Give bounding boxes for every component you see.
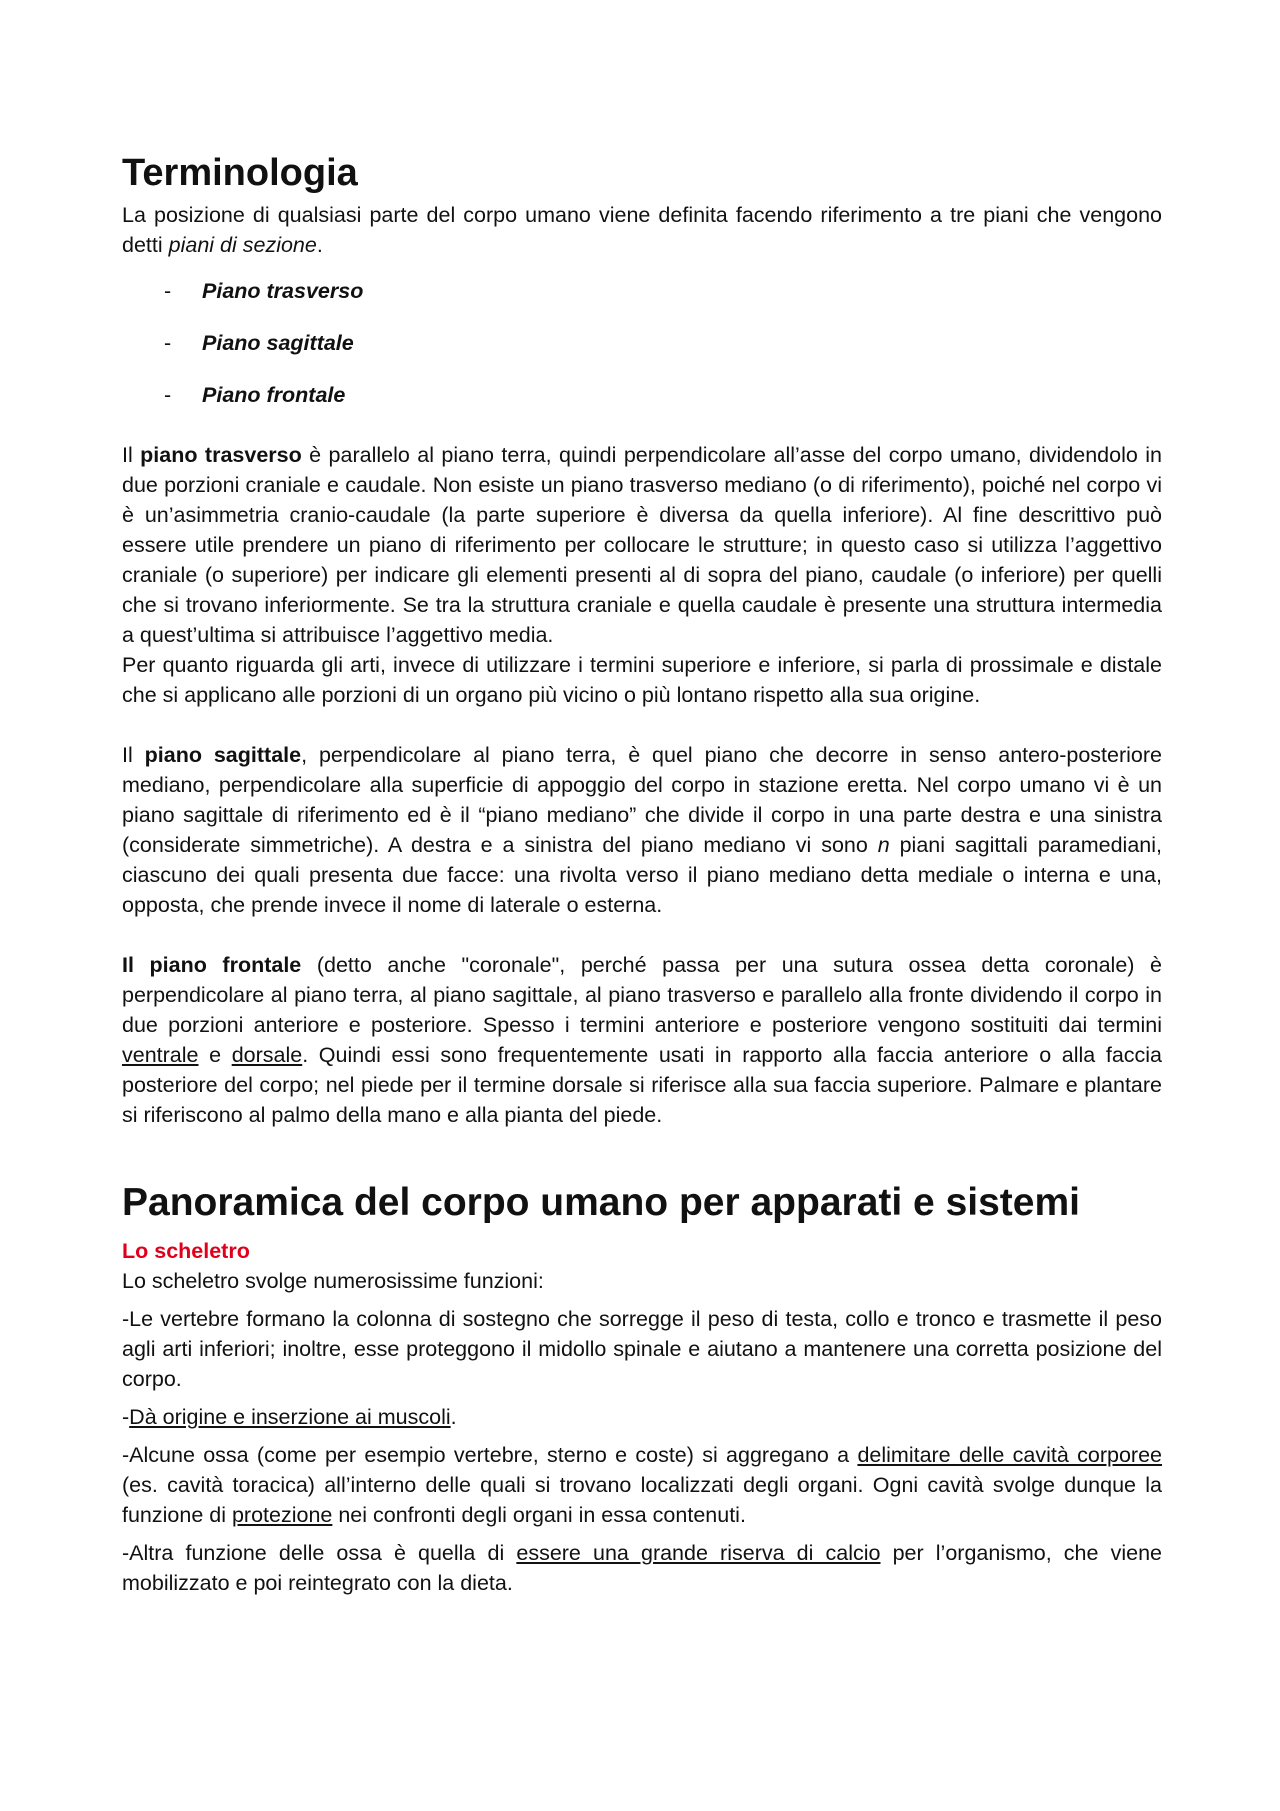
scheletro-intro: Lo scheletro svolge numerosissime funzioni:	[122, 1269, 544, 1293]
scheletro-bullet-calcio: -Altra funzione delle ossa è quella di essere una grande riserva di calcio per l’organismo, che viene mobilizzato e poi reintegrato con la dieta.	[122, 1541, 1162, 1595]
paragraph-arti: Per quanto riguarda gli arti, invece di utilizzare i termini superiore e inferiore, si parla di prossimale e distale che si applicano alle porzioni di un organo più vicino o più lontano rispetto alla sua origine.	[122, 653, 1162, 707]
planes-list	[122, 276, 1162, 424]
scheletro-bullet-cavita: -Alcune ossa (come per esempio vertebre, sterno e coste) si aggregano a delimitare delle cavità corporee (es. cavità toracica) all’interno delle quali si trovano localizzati degli organi. Ogni cavità svolge dunque la funzione di protezione nei confronti degli organi in essa contenuti.	[122, 1443, 1162, 1527]
list-item: - Piano trasverso	[164, 279, 364, 303]
subtitle-scheletro: Lo scheletro	[122, 1239, 250, 1263]
list-item: - Piano sagittale	[164, 331, 354, 355]
scheletro-bullet-vertebre: -Le vertebre formano la colonna di sostegno che sorregge il peso di testa, collo e tronco e trasmette il peso agli arti inferiori; inoltre, esse proteggono il midollo spinale e aiutano a mantenere una corretta posizione del corpo.	[122, 1307, 1162, 1391]
intro-paragraph: La posizione di qualsiasi parte del corpo umano viene definita facendo riferimento a tre piani che vengono detti piani di sezione.	[122, 203, 1162, 257]
paragraph-piano-frontale: Il piano frontale (detto anche "coronale", perché passa per una sutura ossea detta coronale) è perpendicolare al piano terra, al piano sagittale, al piano trasverso e parallelo alla fronte dividendo il corpo in due porzioni anteriore e posteriore. Spesso i termini anteriore e posteriore vengono sostituiti dai termini ventrale e dorsale. Quindi essi sono frequentemente usati in rapporto alla faccia anteriore o alla faccia posteriore del corpo; nel piede per il termine dorsale si riferisce alla sua faccia superiore. Palmare e plantare si riferiscono al palmo della mano e alla pianta del piede.	[122, 953, 1163, 1127]
document-page	[122, 150, 1162, 1598]
section-title-terminologia: Terminologia	[122, 152, 358, 194]
paragraph-piano-sagittale: Il piano sagittale, perpendicolare al piano terra, è quel piano che decorre in senso antero-posteriore mediano, perpendicolare alla superficie di appoggio del corpo in stazione eretta. Nel corpo umano vi è un piano sagittale di riferimento ed è il “piano mediano” che divide il corpo in una parte destra e una sinistra (considerate simmetriche). A destra e a sinistra del piano mediano vi sono n piani sagittali paramediani, ciascuno dei quali presenta due facce: una rivolta verso il piano mediano detta mediale o interna e una, opposta, che prende invece il nome di laterale o esterna.	[122, 743, 1162, 917]
paragraph-piano-trasverso: Il piano trasverso è parallelo al piano terra, quindi perpendicolare all’asse del corpo umano, dividendolo in due porzioni craniale e caudale. Non esiste un piano trasverso mediano (o di riferimento), poiché nel corpo vi è un’asimmetria cranio-caudale (la parte superiore è diversa da quella inferiore). Al fine descrittivo può essere utile prendere un piano di riferimento per collocare le strutture; in questo caso si utilizza l’aggettivo craniale (o superiore) per indicare gli elementi presenti al di sopra del piano, caudale (o inferiore) per quelli che si trovano inferiormente. Se tra la struttura craniale e quella caudale è presente una struttura intermedia a quest’ultima si attribuisce l’aggettivo media.	[122, 443, 1162, 647]
piani-di-sezione-term: piani di sezione	[168, 233, 317, 257]
section-title-panoramica: Panoramica del corpo umano per apparati e sistemi	[122, 1181, 1080, 1224]
list-item: - Piano frontale	[164, 383, 346, 407]
scheletro-bullet-muscoli: -Dà origine e inserzione ai muscoli.	[122, 1405, 457, 1429]
